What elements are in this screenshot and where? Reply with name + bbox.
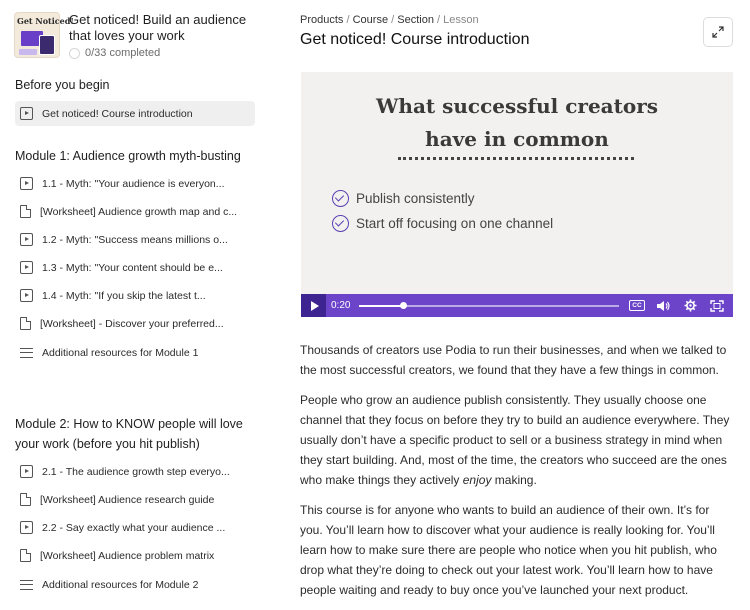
lesson-item[interactable] (15, 227, 255, 252)
video-lesson-icon (20, 233, 33, 246)
section-title-before-you-begin: Before you begin (15, 78, 110, 92)
lesson-label: 2.1 - The audience growth step everyo... (42, 465, 230, 478)
breadcrumb-separator: / (437, 14, 441, 26)
breadcrumb-separator: / (391, 14, 395, 26)
lesson-label: 1.3 - Myth: "Your content should be e... (42, 261, 223, 274)
closed-captions-icon[interactable]: CC (629, 300, 645, 311)
lesson-label: 1.4 - Myth: "If you skip the latest t... (42, 289, 206, 302)
video-lesson-icon (20, 521, 33, 534)
breadcrumb-course[interactable]: Course (352, 14, 389, 26)
list-lesson-icon (20, 580, 33, 590)
lesson-item[interactable] (15, 311, 255, 336)
video-lesson-icon (20, 465, 33, 478)
lesson-item[interactable] (15, 199, 255, 224)
settings-icon[interactable] (681, 299, 699, 313)
expand-button[interactable] (703, 17, 733, 47)
check-circle-icon (332, 215, 349, 232)
lesson-label: [Worksheet] Audience growth map and c... (40, 205, 238, 218)
lesson-label: 1.2 - Myth: "Success means millions o... (42, 233, 228, 246)
slide-title-line-2: have in common (425, 127, 609, 151)
breadcrumb-separator: / (346, 14, 350, 26)
lesson-description (300, 340, 732, 610)
slide-title-line-1: What successful creators (375, 94, 659, 118)
thumbnail-phone-graphic (39, 35, 55, 55)
video-player[interactable] (301, 72, 733, 317)
document-lesson-icon (20, 205, 31, 218)
breadcrumb-products[interactable]: Products (300, 14, 344, 26)
slide-bullet (332, 190, 475, 207)
lesson-item[interactable] (15, 340, 255, 365)
lesson-item[interactable] (15, 487, 255, 512)
lesson-item[interactable] (15, 255, 255, 280)
emphasis-text: enjoy (462, 473, 492, 487)
lesson-label: [Worksheet] - Discover your preferred... (40, 317, 224, 330)
section-title-module-2: Module 2: How to KNOW people will love your work (before you hit publish) (15, 417, 243, 451)
slide-bullet-text: Start off focusing on one channel (356, 216, 554, 231)
video-lesson-icon (20, 261, 33, 274)
scrubber-fill (359, 305, 403, 307)
lesson-label: Additional resources for Module 1 (42, 346, 199, 359)
course-header (14, 12, 269, 59)
lesson-label: [Worksheet] Audience research guide (40, 493, 215, 506)
video-scrubber[interactable] (359, 305, 619, 307)
lesson-label: [Worksheet] Audience problem matrix (40, 549, 215, 562)
lesson-item[interactable] (15, 283, 255, 308)
description-paragraph: This course is for anyone who wants to build an audience of their own. It’s for you. You’ll learn how to discover what your audience is really looking for. You’ll learn how to make sure there are people who notice when you hit publish, who drop what they’re doing to check out your latest work. You’ll learn how to have people waiting and ready to buy once you’ve launched your next product. (300, 503, 717, 597)
video-lesson-icon (20, 177, 33, 190)
list-lesson-icon (20, 348, 33, 358)
video-lesson-icon (20, 107, 33, 120)
lesson-item[interactable] (15, 459, 255, 484)
lesson-label: 1.1 - Myth: "Your audience is everyon... (42, 177, 225, 190)
check-circle-icon (332, 190, 349, 207)
dotted-divider (398, 157, 634, 160)
lesson-label: Additional resources for Module 2 (42, 578, 199, 591)
lesson-item-active[interactable] (15, 101, 255, 126)
slide-bullet-text: Publish consistently (356, 191, 475, 206)
document-lesson-icon (20, 317, 31, 330)
volume-icon[interactable] (654, 299, 672, 313)
play-icon[interactable] (301, 294, 326, 317)
paragraph-text: making. (491, 473, 537, 487)
expand-icon (712, 26, 724, 38)
course-progress (69, 47, 269, 59)
lesson-label: 2.2 - Say exactly what your audience ... (42, 521, 226, 534)
breadcrumb-section[interactable]: Section (397, 14, 434, 26)
video-time: 0:20 (331, 300, 351, 311)
slide-bullet (332, 215, 553, 232)
fullscreen-icon[interactable] (708, 299, 726, 313)
lesson-item[interactable] (15, 171, 255, 196)
breadcrumb-lesson: Lesson (443, 14, 479, 26)
description-paragraph (300, 390, 732, 490)
section-title-module-1: Module 1: Audience growth myth-busting (15, 149, 241, 163)
thumbnail-title: Get Noticed! (17, 16, 74, 26)
description-paragraph: Thousands of creators use Podia to run their businesses, and when we talked to the most successful creators, we found that they have a few things in common. (300, 343, 727, 377)
page-title: Get noticed! Course introduction (300, 31, 530, 48)
paragraph-text: People who grow an audience publish consistently. They usually choose one channel that they focus on before they try to build an audience everywhere. They usually don’t have a specific product to sell or a business strategy in mind when they start building. And, most of the time, the creators who succeed are the ones who make things they actively (300, 393, 730, 487)
slide-title (301, 90, 733, 156)
thumbnail-book-graphic (19, 49, 37, 55)
lesson-label: Get noticed! Course introduction (42, 107, 193, 120)
document-lesson-icon (20, 549, 31, 562)
progress-ring-icon (69, 48, 80, 59)
lesson-item[interactable] (15, 515, 255, 540)
document-lesson-icon (20, 493, 31, 506)
breadcrumb (300, 14, 479, 26)
scrubber-knob[interactable] (400, 302, 407, 309)
course-sidebar (0, 0, 270, 610)
lesson-item[interactable] (15, 572, 255, 597)
video-controls (301, 294, 733, 317)
course-title[interactable]: Get noticed! Build an audience that loves your work (69, 12, 247, 43)
course-thumbnail[interactable] (14, 12, 74, 58)
course-info (69, 12, 269, 59)
lesson-item[interactable] (15, 543, 255, 568)
progress-label: 0/33 completed (85, 47, 161, 59)
video-lesson-icon (20, 289, 33, 302)
